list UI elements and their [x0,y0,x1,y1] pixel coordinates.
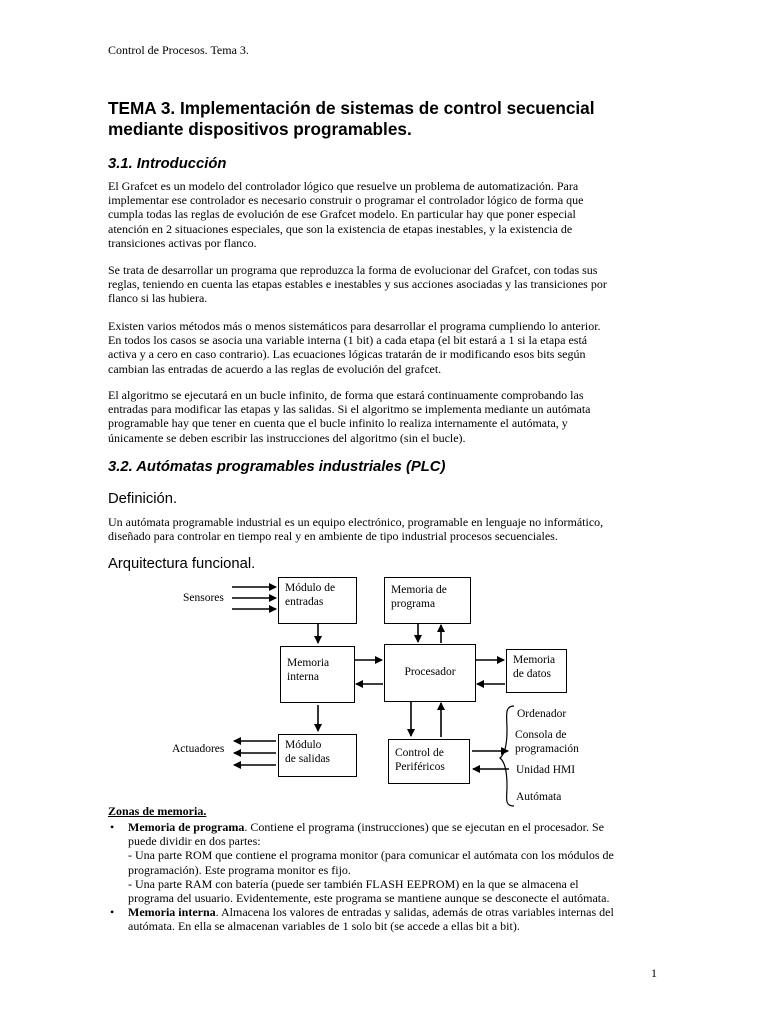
box-label: de datos [513,668,552,680]
text-line: activa y a cero en caso contrario). Las ecuaciones lógicas tratarán de ir modificando esos bits según [108,347,586,362]
text-line: Un autómata programable industrial es un equipo electrónico, programable en lenguaje no informático, [108,515,604,529]
text-line: únicamente se deben escribir las instrucciones del algoritmo (sin el bucle). [108,430,466,445]
box-label: interna [287,671,319,683]
text-line: flanco si las hubiera. [108,291,208,306]
modulo-salidas-box [278,734,357,777]
text-line: atención en 2 situaciones especiales, que son la existencia de etapas inestables, y la existencia de [108,221,573,236]
text-line: programa del usuario. Evidentemente, este programa se mantiene aunque se desconecte el autómata. [128,891,610,906]
section-heading-introduccion: 3.1. Introducción [108,156,227,172]
box-label: Módulo de [285,582,336,594]
ordenador-label: Ordenador [517,708,567,720]
text-line: - Una parte RAM con batería (puede ser también FLASH EEPROM) en la que se almacena el [128,876,579,891]
consola-label-line: Consola de [515,729,567,741]
text-line: diseñado para controlar en tiempo real y en ambiente de tipo industrial procesos secuenciales. [108,529,558,544]
text-line: autómata. En ella se almacenan variables de 1 solo bit (se accede a ellas bit a bit). [128,919,520,934]
bullet-icon: • [110,820,115,834]
list-item [108,820,668,905]
memoria-datos-box [506,649,567,693]
memoria-interna-box [280,646,355,703]
consola-label [515,728,579,756]
box-label: Periféricos [395,761,445,773]
box-label: Memoria [513,654,556,666]
box-label: Módulo [285,739,322,751]
procesador-box [384,644,476,702]
term-text: . Almacena los valores de entradas y salidas, además de otras variables internas del [215,905,614,920]
bullet-icon: • [110,905,115,920]
box-label: Memoria [287,657,330,669]
text-line: El algoritmo se ejecutará en un bucle infinito, de forma que estará continuamente comprobando las [108,388,584,402]
text-line: programable hay que tener en cuenta que el bucle infinito lo realiza internamente el autómata, y [108,416,568,431]
term-text: . Contiene el programa (instrucciones) que se ejecutan en el procesador. Se [244,820,604,834]
box-label: Procesador [404,666,456,678]
text-line: Existen varios métodos más o menos sistemáticos para desarrollar el programa cumpliendo lo anterior. [108,319,601,333]
section-heading-plc: 3.2. Autómatas programables industriales (PLC) [108,459,446,475]
text-line: transiciones activas por flanco. [108,235,257,250]
peripherals-brace [500,706,514,806]
box-label: entradas [285,596,324,608]
list-item [108,905,668,933]
box-label: de salidas [285,753,331,765]
text-line [128,820,668,834]
zonas-memoria-list [108,820,668,934]
page-number: 1 [651,966,657,980]
control-perifericos-box [388,739,470,784]
actuadores-label: Actuadores [172,743,225,755]
text-line: - Una parte ROM que contiene el programa monitor (para comunicar el autómata con los módulos de [128,848,614,863]
text-line: El Grafcet es un modelo del controlador lógico que resuelve un problema de automatización. Para [108,179,579,193]
text-line [128,905,668,919]
text-line: puede dividir en dos partes: [128,834,261,849]
text-line: implementar ese controlador es necesario construir o programar el controlador lógico de forma que [108,193,584,208]
text-line: entradas para modificar las etapas y las salidas. Si el algoritmo se implementa mediante un autómata [108,402,591,417]
definicion-heading: Definición. [108,491,178,507]
arquitectura-heading: Arquitectura funcional. [108,556,256,572]
modulo-entradas-box [278,577,357,624]
running-head: Control de Procesos. Tema 3. [108,43,249,57]
title-line-2: mediante dispositivos programables. [108,119,412,139]
text-line: Se trata de desarrollar un programa que reproduzca la forma de evolucionar del Grafcet, con todas sus [108,263,598,277]
zonas-memoria-title: Zonas de memoria. [108,804,207,818]
term: Memoria de programa [128,820,245,834]
memoria-programa-box [384,577,471,624]
consola-label-line: programación [515,743,579,755]
sensores-label: Sensores [183,592,224,604]
box-label: Control de [395,747,444,759]
automata-label: Autómata [516,791,562,803]
text-line: reglas, teniendo en cuenta las etapas estables e inestables y sus acciones asociadas y las transiciones por [108,277,607,292]
unidad-hmi-label: Unidad HMI [516,764,576,776]
box-label: programa [391,598,436,610]
box-label: Memoria de [391,584,447,596]
title-line-1: TEMA 3. Implementación de sistemas de control secuencial [108,98,595,118]
text-line: programación). Este programa monitor es fijo. [128,862,351,877]
text-line: En todos los casos se asocia una variable interna (1 bit) a cada etapa (el bit estará a 1 si la etapa está [108,333,588,348]
text-line: cumpla todas las reglas de evolución de ese Grafcet modelo. En particular hay que poner especial [108,207,576,222]
text-line: cambian las entradas de acuerdo a las reglas de evolución del grafcet. [108,361,442,376]
term: Memoria interna [128,905,216,920]
